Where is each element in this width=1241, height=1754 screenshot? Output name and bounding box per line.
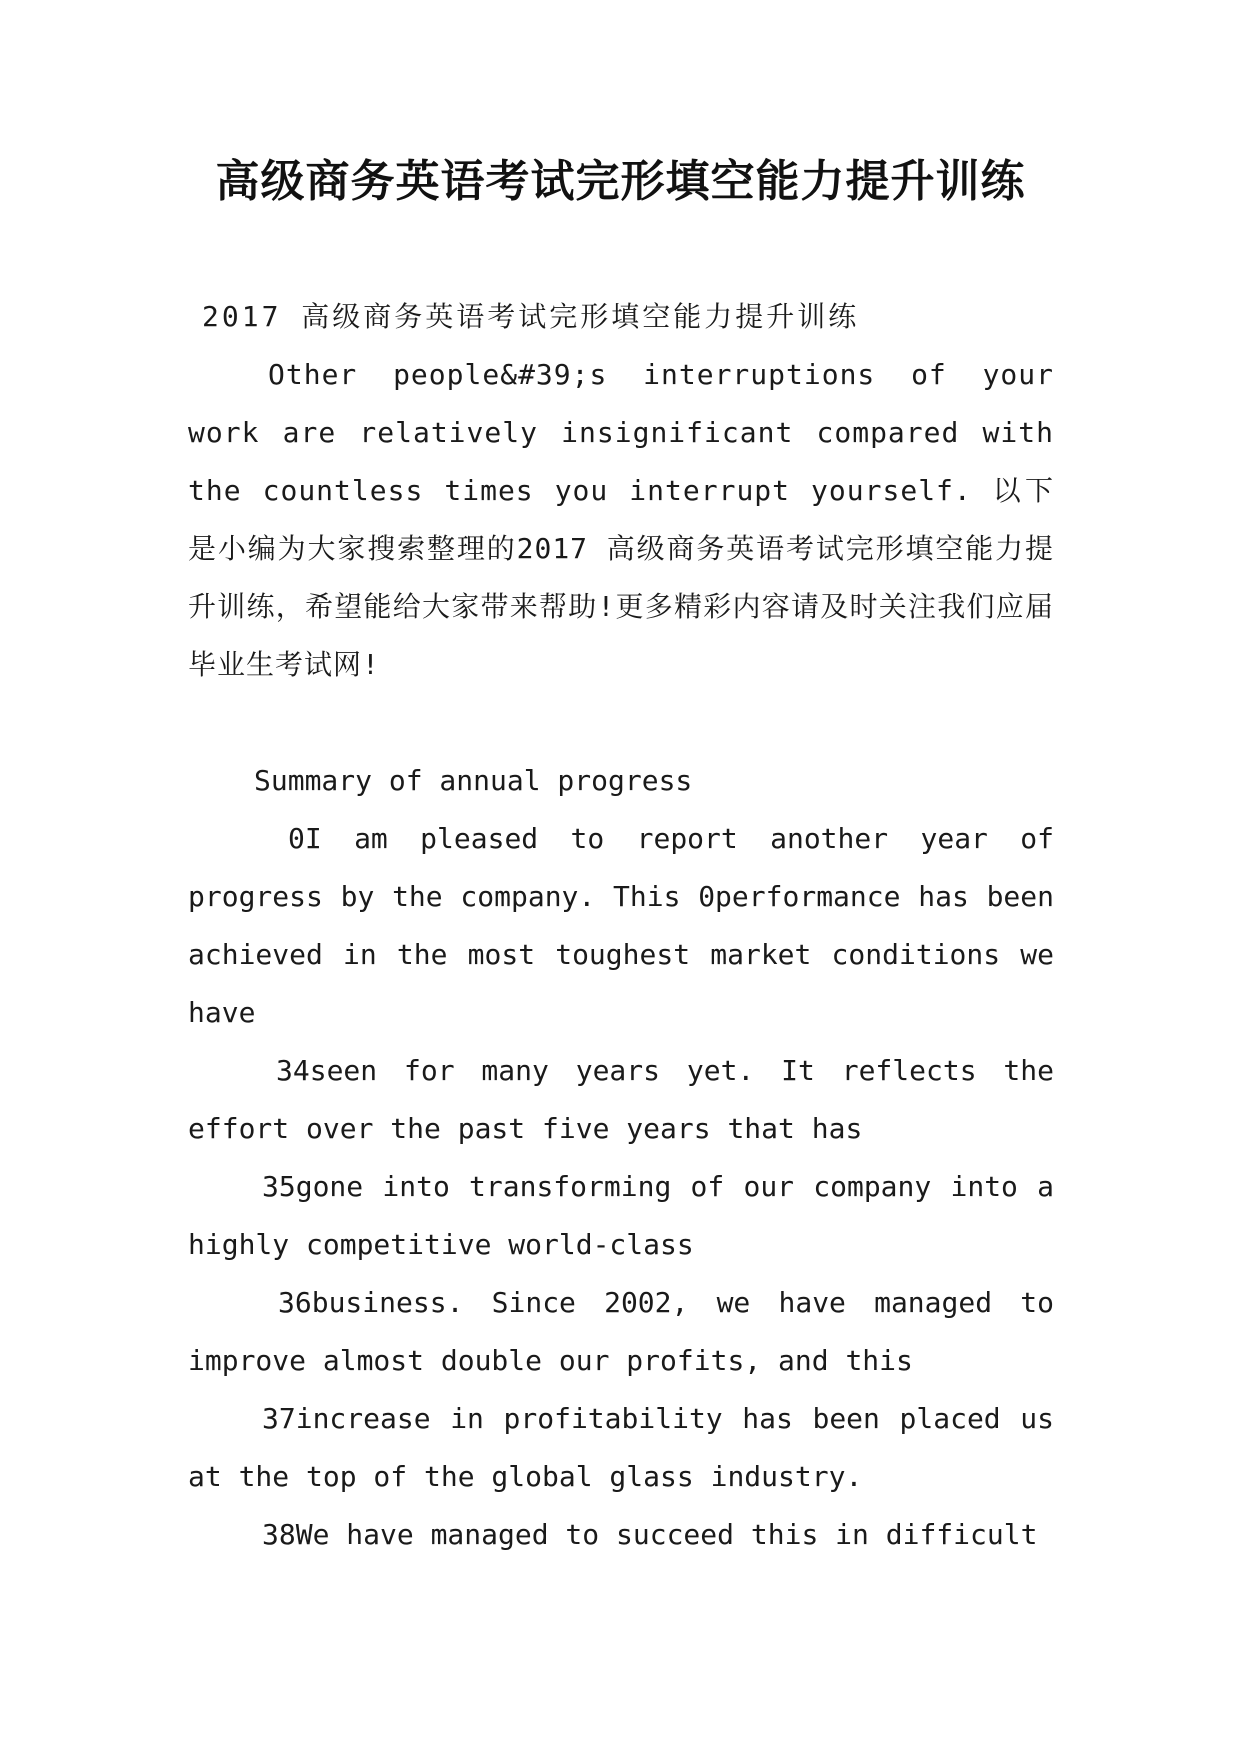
intro-paragraph: Other people&#39;s interruptions of your work are relatively insignificant compared with the countless times you interrupt yourself. 以下是小编为大家搜索整理的2017 高级商务英语考试完形填空能力提升训练，希望能给大家带来帮助!更多精彩内容请及时关注我们应届毕业生考试网! (188, 358, 1054, 681)
passage-paragraph: 0I am pleased to report another year of progress by the company. This 0performance has been achieved in the most toughest market conditions we have (188, 822, 1054, 1029)
passage-paragraph: 34seen for many years yet. It reflects the effort over the past five years that has (188, 1054, 1054, 1145)
section-heading: Summary of annual progress (254, 764, 693, 797)
passage-paragraph: 37increase in profitability has been placed us at the top of the global glass industry. (188, 1402, 1054, 1493)
passage-paragraph: 38We have managed to succeed this in difficult (262, 1518, 1038, 1551)
passage-paragraph: 36business. Since 2002, we have managed to improve almost double our profits, and this (188, 1286, 1054, 1377)
passage-paragraph: 35gone into transforming of our company into a highly competitive world-class (188, 1170, 1054, 1261)
cloze-passage (188, 810, 1054, 1564)
document-subtitle: 2017 高级商务英语考试完形填空能力提升训练 (202, 300, 860, 333)
page-title: 高级商务英语考试完形填空能力提升训练 (215, 156, 1026, 207)
